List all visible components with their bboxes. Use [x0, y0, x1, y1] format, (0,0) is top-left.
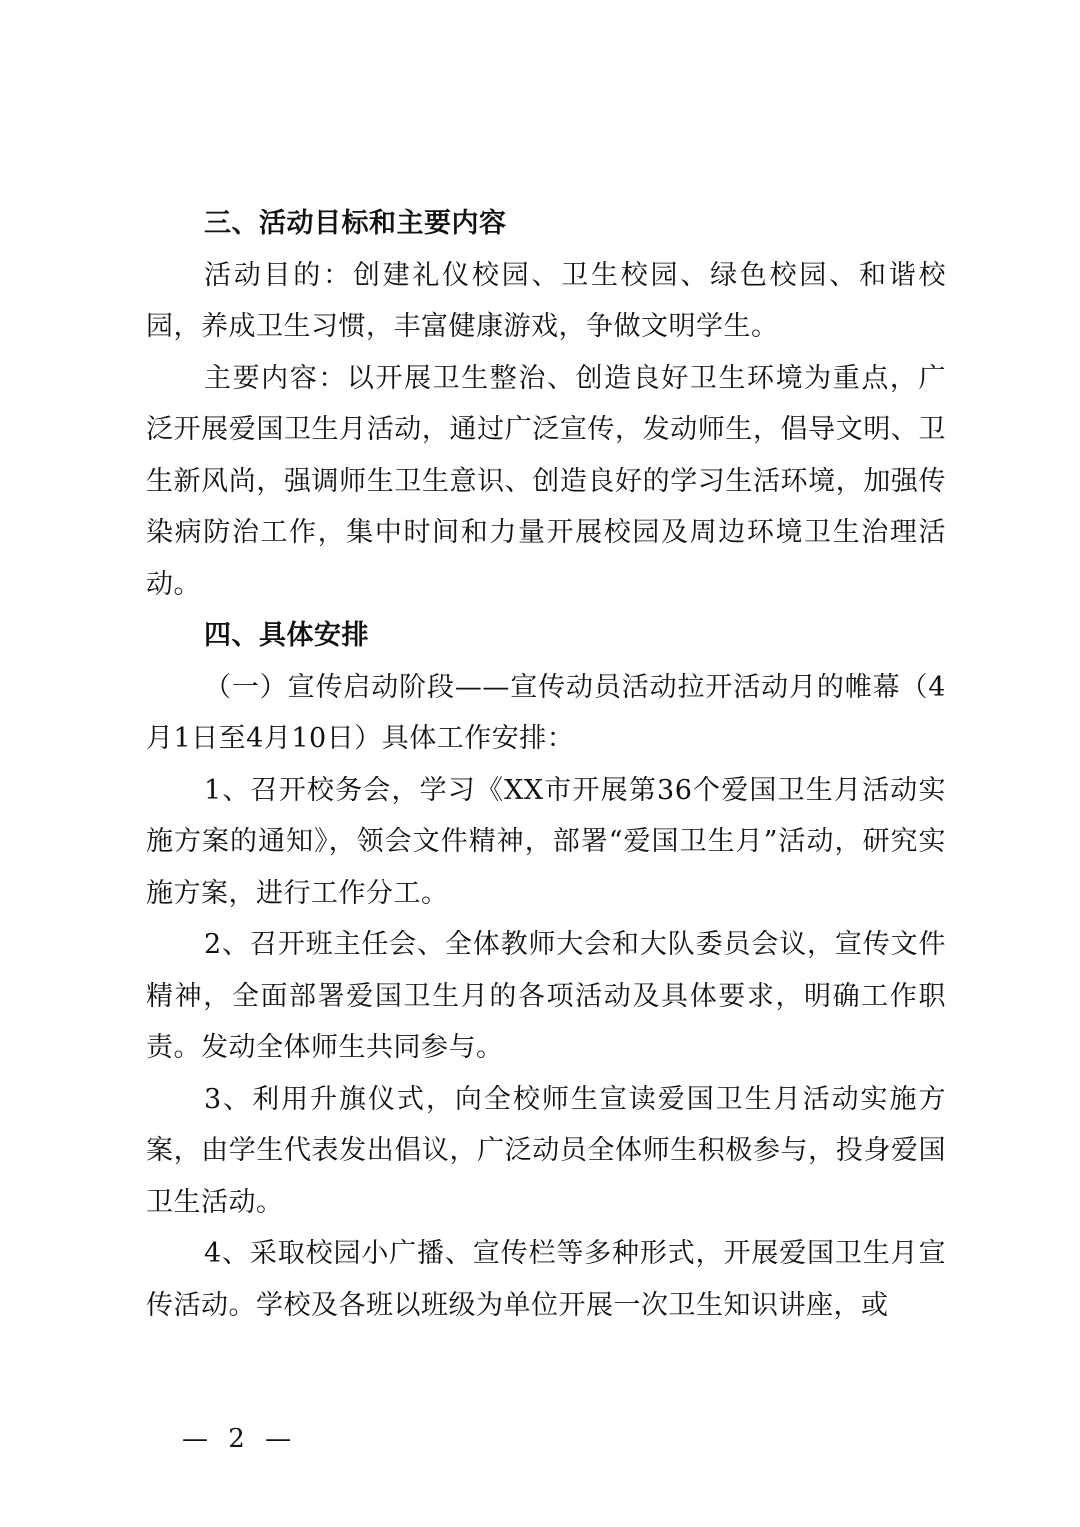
section-heading-goals: 三、活动目标和主要内容 [204, 208, 507, 239]
paragraph-main-content: 主要内容：以开展卫生整治、创造良好卫生环境为重点，广泛开展爱国卫生月活动，通过广泛宣传，发动师生，倡导文明、卫生新风尚，强调师生卫生意识、创造良好的学习生活环境，加强传染病防治工作，集中时间和力量开展校园及周边环境卫生治理活动。 [146, 362, 946, 600]
document-body [146, 198, 946, 1331]
paragraph-stage-one: （一）宣传启动阶段——宣传动员活动拉开活动月的帷幕（4月1日至4月10日）具体工作安排： [146, 671, 946, 754]
list-item-4: 4、采取校园小广播、宣传栏等多种形式，开展爱国卫生月宣传活动。学校及各班以班级为单位开展一次卫生知识讲座，或 [146, 1238, 946, 1321]
list-item-3: 3、利用升旗仪式，向全校师生宣读爱国卫生月活动实施方案，由学生代表发出倡议，广泛动员全体师生积极参与，投身爱国卫生活动。 [146, 1083, 946, 1218]
section-heading-arrangement: 四、具体安排 [204, 620, 369, 651]
paragraph-activity-goal: 活动目的：创建礼仪校园、卫生校园、绿色校园、和谐校园，养成卫生习惯，丰富健康游戏，争做文明学生。 [146, 259, 946, 342]
list-item-1: 1、召开校务会，学习《XX市开展第36个爱国卫生月活动实施方案的通知》，领会文件精神，部署“爱国卫生月”活动，研究实施方案，进行工作分工。 [146, 774, 946, 909]
page-number: — 2 — [182, 1424, 298, 1454]
list-item-2: 2、召开班主任会、全体教师大会和大队委员会议，宣传文件精神，全面部署爱国卫生月的各项活动及具体要求，明确工作职责。发动全体师生共同参与。 [146, 929, 946, 1063]
